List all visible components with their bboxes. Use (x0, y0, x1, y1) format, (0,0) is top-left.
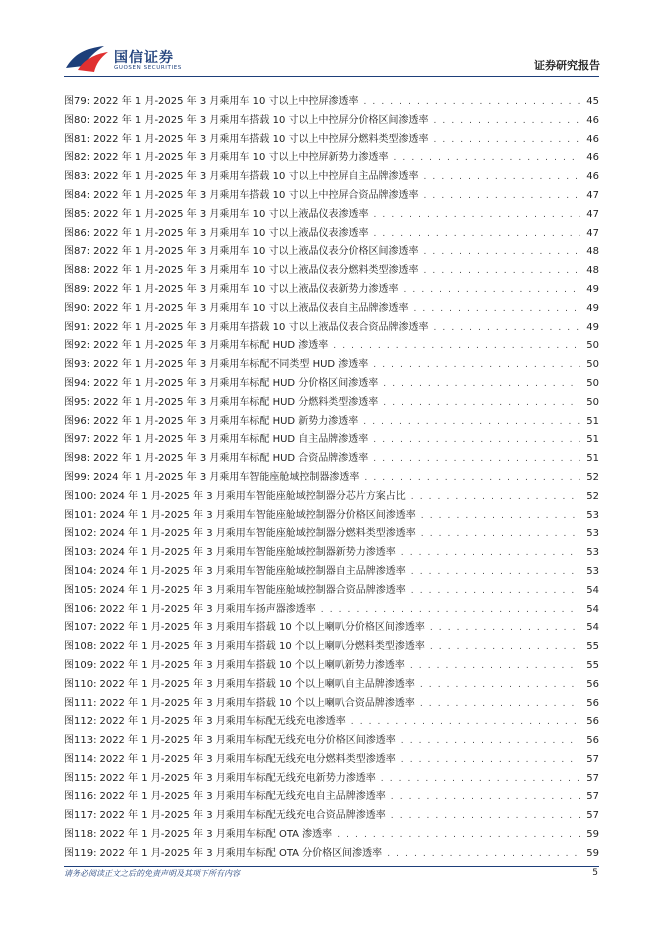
toc-entry-title: 2022 年 1 月-2025 年 3 月乘用车 10 寸以上液晶仪表自主品牌渗透率 (93, 302, 409, 314)
toc-leader-dots (373, 450, 580, 469)
figure-index-list (64, 93, 599, 864)
toc-entry-title: 2022 年 1 月-2025 年 3 月乘用车标配无线充电自主品牌渗透率 (99, 791, 386, 803)
toc-entry-title: 2022 年 1 月-2025 年 3 月乘用车搭载 10 个以上喇叭分燃料类型渗透率 (99, 641, 425, 653)
toc-entry-page: 50 (586, 396, 599, 408)
toc-entry-label: 图112: (64, 716, 97, 728)
toc-leader-dots (410, 657, 580, 676)
toc-leader-dots (333, 337, 580, 356)
toc-entry-label: 图100: (64, 490, 97, 502)
toc-entry-label: 图84: (64, 189, 91, 201)
toc-leader-dots (373, 356, 580, 375)
toc-entry-title: 2022 年 1 月-2025 年 3 月乘用车搭载 10 个以上喇叭新势力渗透率 (99, 659, 405, 671)
toc-entry-page: 57 (586, 772, 599, 784)
toc-entry-label: 图80: (64, 114, 91, 126)
toc-entry[interactable] (64, 582, 599, 601)
toc-entry-label: 图90: (64, 302, 91, 314)
toc-entry-label: 图109: (64, 659, 97, 671)
toc-leader-dots (411, 563, 580, 582)
toc-entry-page: 56 (586, 735, 599, 747)
toc-leader-dots (401, 732, 580, 751)
toc-entry-label: 图118: (64, 829, 97, 841)
toc-entry-page: 53 (586, 547, 599, 559)
toc-entry-title: 2022 年 1 月-2025 年 3 月乘用车搭载 10 寸以上中控屏分价格区间渗透率 (93, 114, 429, 126)
toc-leader-dots (373, 206, 580, 225)
toc-entry[interactable] (64, 544, 599, 563)
toc-entry-title: 2022 年 1 月-2025 年 3 月乘用车标配 HUD 分价格区间渗透率 (93, 377, 379, 389)
toc-leader-dots (421, 525, 580, 544)
toc-entry-title: 2022 年 1 月-2025 年 3 月乘用车标配无线充电分价格区间渗透率 (99, 735, 396, 747)
toc-entry-title: 2022 年 1 月-2025 年 3 月乘用车搭载 10 个以上喇叭合资品牌渗透率 (99, 697, 415, 709)
toc-entry-label: 图105: (64, 584, 97, 596)
toc-leader-dots (351, 713, 580, 732)
toc-entry-page: 46 (586, 114, 599, 126)
toc-entry[interactable] (64, 187, 599, 206)
toc-entry[interactable] (64, 563, 599, 582)
toc-entry-title: 2024 年 1 月-2025 年 3 月乘用车智能座舱域控制器渗透率 (93, 471, 360, 483)
toc-entry-page: 48 (586, 265, 599, 277)
toc-entry-label: 图89: (64, 283, 91, 295)
toc-entry-title: 2022 年 1 月-2025 年 3 月乘用车标配 HUD 分燃料类型渗透率 (93, 396, 379, 408)
toc-entry-title: 2022 年 1 月-2025 年 3 月乘用车 10 寸以上中控屏新势力渗透率 (93, 152, 389, 164)
toc-entry[interactable] (64, 149, 599, 168)
toc-entry-title: 2022 年 1 月-2025 年 3 月乘用车标配无线充电分燃料类型渗透率 (99, 753, 396, 765)
toc-entry-title: 2022 年 1 月-2025 年 3 月乘用车标配 OTA 分价格区间渗透率 (99, 847, 383, 859)
toc-entry[interactable] (64, 375, 599, 394)
toc-leader-dots (411, 488, 580, 507)
toc-entry[interactable] (64, 619, 599, 638)
toc-leader-dots (413, 300, 580, 319)
toc-entry-title: 2022 年 1 月-2025 年 3 月乘用车标配 HUD 渗透率 (93, 340, 329, 352)
toc-leader-dots (321, 601, 580, 620)
toc-entry-page: 54 (586, 622, 599, 634)
toc-entry[interactable] (64, 695, 599, 714)
toc-entry-label: 图91: (64, 321, 91, 333)
toc-leader-dots (383, 375, 580, 394)
toc-entry[interactable] (64, 450, 599, 469)
toc-entry-label: 图81: (64, 133, 91, 145)
toc-entry-page: 47 (586, 189, 599, 201)
toc-entry-page: 46 (586, 133, 599, 145)
toc-entry-label: 图94: (64, 377, 91, 389)
toc-entry[interactable] (64, 713, 599, 732)
toc-entry-label: 图110: (64, 678, 97, 690)
toc-entry-title: 2024 年 1 月-2025 年 3 月乘用车智能座舱域控制器自主品牌渗透率 (99, 565, 406, 577)
toc-entry-page: 57 (586, 753, 599, 765)
toc-entry[interactable] (64, 413, 599, 432)
toc-entry[interactable] (64, 845, 599, 864)
toc-entry[interactable] (64, 112, 599, 131)
toc-entry[interactable] (64, 807, 599, 826)
toc-leader-dots (373, 225, 580, 244)
toc-entry-page: 49 (586, 302, 599, 314)
toc-leader-dots (421, 507, 580, 526)
toc-entry[interactable] (64, 356, 599, 375)
toc-entry-label: 图108: (64, 641, 97, 653)
toc-entry-label: 图111: (64, 697, 97, 709)
toc-entry-label: 图104: (64, 565, 97, 577)
toc-entry-label: 图102: (64, 528, 97, 540)
toc-entry-page: 56 (586, 716, 599, 728)
toc-leader-dots (391, 788, 580, 807)
toc-entry-page: 56 (586, 697, 599, 709)
toc-entry-title: 2022 年 1 月-2025 年 3 月乘用车标配 HUD 自主品牌渗透率 (93, 434, 369, 446)
toc-entry-title: 2024 年 1 月-2025 年 3 月乘用车智能座舱域控制器分燃料类型渗透率 (99, 528, 416, 540)
toc-entry-label: 图93: (64, 359, 91, 371)
toc-entry-page: 56 (586, 678, 599, 690)
toc-entry-page: 54 (586, 584, 599, 596)
toc-entry-label: 图83: (64, 171, 91, 183)
toc-leader-dots (383, 394, 580, 413)
toc-entry-title: 2024 年 1 月-2025 年 3 月乘用车智能座舱域控制器新势力渗透率 (99, 547, 396, 559)
toc-entry-label: 图115: (64, 772, 97, 784)
toc-leader-dots (423, 262, 580, 281)
toc-entry[interactable] (64, 770, 599, 789)
toc-entry-title: 2024 年 1 月-2025 年 3 月乘用车智能座舱域控制器合资品牌渗透率 (99, 584, 406, 596)
toc-entry-title: 2022 年 1 月-2025 年 3 月乘用车搭载 10 个以上喇叭自主品牌渗透率 (99, 678, 415, 690)
toc-entry-label: 图113: (64, 735, 97, 747)
toc-entry-label: 图92: (64, 340, 91, 352)
toc-entry[interactable] (64, 281, 599, 300)
toc-entry[interactable] (64, 732, 599, 751)
toc-leader-dots (373, 431, 580, 450)
toc-entry-label: 图87: (64, 246, 91, 258)
toc-leader-dots (433, 319, 580, 338)
toc-entry-title: 2022 年 1 月-2025 年 3 月乘用车搭载 10 寸以上中控屏分燃料类型渗透率 (93, 133, 429, 145)
toc-entry-page: 47 (586, 208, 599, 220)
toc-entry-title: 2022 年 1 月-2025 年 3 月乘用车搭载 10 寸以上液晶仪表合资品牌渗透率 (93, 321, 429, 333)
page-header (0, 0, 662, 80)
logo-text-en: GUOSEN SECURITIES (114, 65, 182, 71)
toc-entry-label: 图82: (64, 152, 91, 164)
toc-leader-dots (401, 544, 580, 563)
toc-leader-dots (423, 168, 580, 187)
toc-entry[interactable] (64, 131, 599, 150)
toc-leader-dots (420, 676, 580, 695)
toc-entry-label: 图79: (64, 96, 91, 107)
toc-entry-label: 图97: (64, 434, 91, 446)
toc-entry-title: 2022 年 1 月-2025 年 3 月乘用车标配 OTA 渗透率 (99, 829, 333, 841)
toc-entry-label: 图88: (64, 265, 91, 277)
toc-entry[interactable] (64, 262, 599, 281)
toc-entry-page: 51 (586, 415, 599, 427)
toc-entry-title: 2022 年 1 月-2025 年 3 月乘用车 10 寸以上液晶仪表渗透率 (93, 227, 369, 239)
toc-leader-dots (433, 131, 580, 150)
toc-leader-dots (337, 826, 580, 845)
toc-entry-page: 47 (586, 227, 599, 239)
toc-entry-page: 55 (586, 659, 599, 671)
toc-entry-page: 51 (586, 434, 599, 446)
toc-entry-page: 50 (586, 359, 599, 371)
toc-entry[interactable] (64, 751, 599, 770)
toc-entry[interactable] (64, 243, 599, 262)
footer-divider (64, 866, 599, 867)
toc-entry-page: 59 (586, 829, 599, 841)
toc-entry-title: 2024 年 1 月-2025 年 3 月乘用车智能座舱域控制器分价格区间渗透率 (99, 509, 416, 521)
toc-entry[interactable] (64, 225, 599, 244)
toc-entry-page: 57 (586, 810, 599, 822)
logo-text-cn: 国信证券 (114, 50, 174, 66)
company-logo (64, 44, 194, 78)
toc-entry-title: 2024 年 1 月-2025 年 3 月乘用车智能座舱域控制器分芯片方案占比 (99, 490, 406, 502)
toc-entry[interactable] (64, 431, 599, 450)
toc-entry[interactable] (64, 93, 599, 112)
toc-entry-label: 图103: (64, 547, 97, 559)
report-type-label: 证券研究报告 (534, 59, 600, 72)
toc-entry-title: 2022 年 1 月-2025 年 3 月乘用车搭载 10 寸以上中控屏自主品牌渗透率 (93, 171, 419, 183)
toc-entry[interactable] (64, 826, 599, 845)
toc-entry-label: 图98: (64, 453, 91, 465)
toc-entry-title: 2022 年 1 月-2025 年 3 月乘用车搭载 10 寸以上中控屏合资品牌渗透率 (93, 189, 419, 201)
toc-entry-page: 49 (586, 321, 599, 333)
toc-entry-page: 50 (586, 340, 599, 352)
toc-entry[interactable] (64, 525, 599, 544)
toc-leader-dots (411, 582, 580, 601)
toc-entry-label: 图86: (64, 227, 91, 239)
toc-entry-label: 图117: (64, 810, 97, 822)
toc-entry[interactable] (64, 337, 599, 356)
toc-entry-label: 图116: (64, 791, 97, 803)
toc-entry-title: 2022 年 1 月-2025 年 3 月乘用车 10 寸以上液晶仪表分价格区间渗透率 (93, 246, 419, 258)
toc-entry-page: 53 (586, 528, 599, 540)
logo-mark-icon (64, 44, 110, 76)
toc-leader-dots (363, 93, 580, 112)
toc-entry-title: 2022 年 1 月-2025 年 3 月乘用车标配无线充电合资品牌渗透率 (99, 810, 386, 822)
toc-leader-dots (430, 619, 580, 638)
toc-entry-page: 57 (586, 791, 599, 803)
toc-leader-dots (393, 149, 580, 168)
toc-entry-title: 2022 年 1 月-2025 年 3 月乘用车标配 HUD 新势力渗透率 (93, 415, 359, 427)
toc-entry[interactable] (64, 300, 599, 319)
toc-entry[interactable] (64, 657, 599, 676)
toc-entry[interactable] (64, 676, 599, 695)
toc-entry-title: 2022 年 1 月-2025 年 3 月乘用车 10 寸以上液晶仪表渗透率 (93, 208, 369, 220)
toc-entry-page: 52 (586, 471, 599, 483)
toc-entry-title: 2022 年 1 月-2025 年 3 月乘用车标配无线充电渗透率 (99, 716, 346, 728)
toc-leader-dots (364, 469, 580, 488)
toc-entry-label: 图107: (64, 622, 97, 634)
toc-entry[interactable] (64, 601, 599, 620)
toc-entry-page: 46 (586, 171, 599, 183)
toc-leader-dots (423, 243, 580, 262)
toc-entry[interactable] (64, 488, 599, 507)
toc-leader-dots (363, 413, 580, 432)
toc-entry[interactable] (64, 638, 599, 657)
toc-entry-page: 55 (586, 641, 599, 653)
toc-entry-page: 51 (586, 453, 599, 465)
toc-entry-label: 图119: (64, 847, 97, 859)
toc-entry-page: 46 (586, 152, 599, 164)
toc-entry-label: 图106: (64, 603, 97, 615)
toc-entry-page: 50 (586, 377, 599, 389)
toc-entry-title: 2022 年 1 月-2025 年 3 月乘用车扬声器渗透率 (99, 603, 316, 615)
toc-entry-page: 59 (586, 847, 599, 859)
toc-entry-page: 53 (586, 509, 599, 521)
toc-entry[interactable] (64, 206, 599, 225)
toc-entry-title: 2022 年 1 月-2025 年 3 月乘用车搭载 10 个以上喇叭分价格区间渗透率 (99, 622, 425, 634)
toc-entry-page: 54 (586, 603, 599, 615)
toc-entry[interactable] (64, 507, 599, 526)
toc-entry-label: 图114: (64, 753, 97, 765)
toc-entry-title: 2022 年 1 月-2025 年 3 月乘用车标配无线充电新势力渗透率 (99, 772, 376, 784)
toc-entry-label: 图85: (64, 208, 91, 220)
toc-entry[interactable] (64, 788, 599, 807)
toc-leader-dots (387, 845, 580, 864)
toc-entry-label: 图99: (64, 471, 91, 483)
toc-entry[interactable] (64, 394, 599, 413)
toc-entry-title: 2022 年 1 月-2025 年 3 月乘用车标配 HUD 合资品牌渗透率 (93, 453, 369, 465)
footer-disclaimer: 请务必阅读正文之后的免责声明及其项下所有内容 (64, 869, 240, 878)
header-divider (64, 76, 599, 77)
toc-entry-label: 图101: (64, 509, 97, 521)
toc-entry-page: 45 (586, 96, 599, 107)
toc-entry-page: 52 (586, 490, 599, 502)
toc-entry-label: 图96: (64, 415, 91, 427)
toc-leader-dots (420, 695, 580, 714)
page-number: 5 (592, 868, 598, 878)
toc-leader-dots (403, 281, 580, 300)
toc-entry-page: 53 (586, 565, 599, 577)
toc-entry-title: 2022 年 1 月-2025 年 3 月乘用车 10 寸以上液晶仪表分燃料类型渗透率 (93, 265, 419, 277)
toc-entry-title: 2022 年 1 月-2025 年 3 月乘用车 10 寸以上中控屏渗透率 (93, 96, 359, 107)
toc-leader-dots (391, 807, 580, 826)
toc-leader-dots (381, 770, 580, 789)
toc-entry[interactable] (64, 168, 599, 187)
toc-entry[interactable] (64, 319, 599, 338)
toc-entry-page: 49 (586, 283, 599, 295)
toc-leader-dots (430, 638, 580, 657)
toc-leader-dots (401, 751, 580, 770)
toc-entry-label: 图95: (64, 396, 91, 408)
toc-entry-title: 2022 年 1 月-2025 年 3 月乘用车标配不同类型 HUD 渗透率 (93, 359, 369, 371)
toc-leader-dots (433, 112, 580, 131)
toc-leader-dots (423, 187, 580, 206)
toc-entry-page: 48 (586, 246, 599, 258)
toc-entry-title: 2022 年 1 月-2025 年 3 月乘用车 10 寸以上液晶仪表新势力渗透率 (93, 283, 399, 295)
toc-entry[interactable] (64, 469, 599, 488)
